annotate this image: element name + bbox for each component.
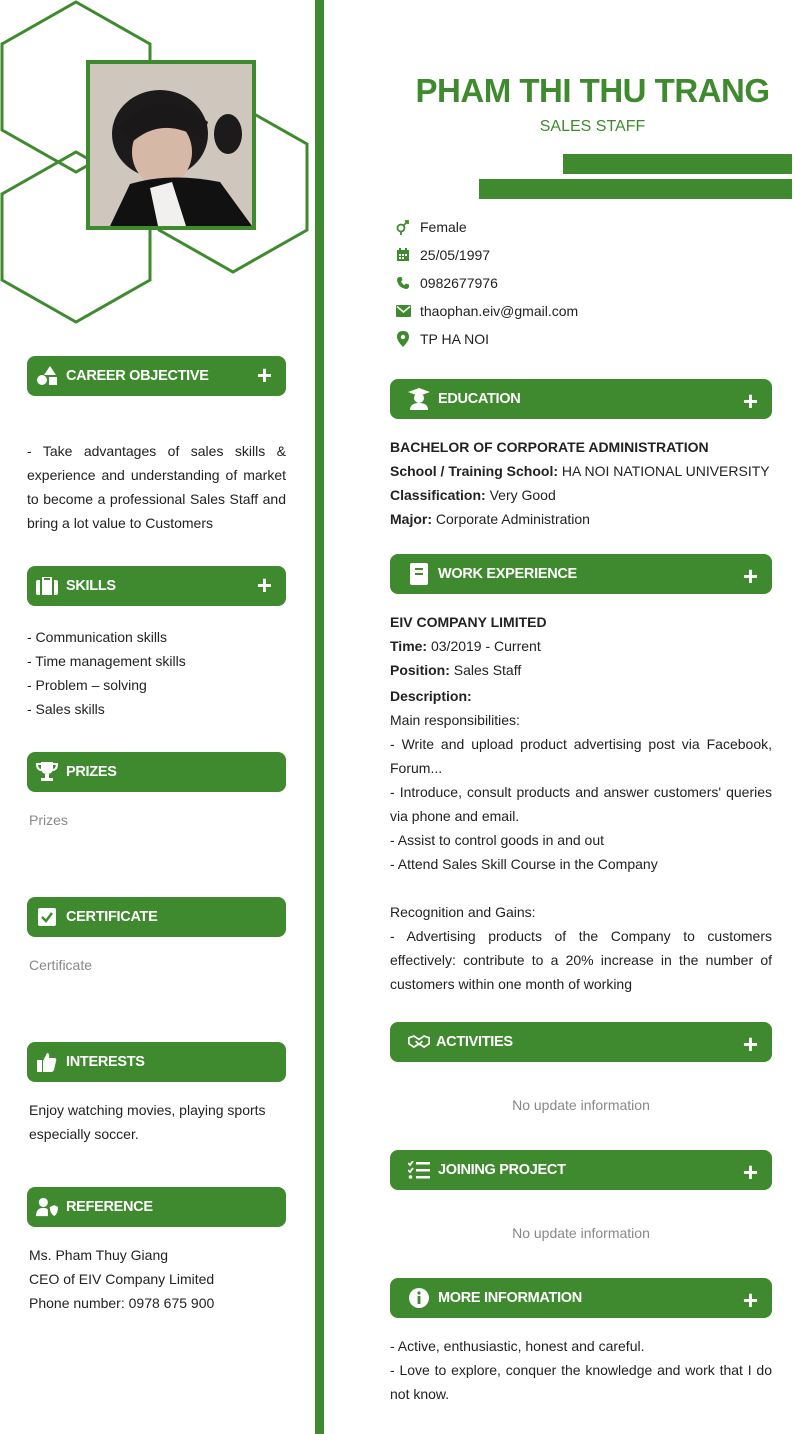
- work-experience-header: [390, 554, 772, 594]
- education-title: EDUCATION: [438, 391, 521, 407]
- list-item: - Communication skills: [27, 629, 168, 645]
- expand-icon[interactable]: +: [742, 1029, 758, 1059]
- expand-icon[interactable]: +: [742, 1157, 758, 1187]
- contact-address: [394, 327, 489, 351]
- phone-icon: [394, 274, 412, 292]
- checkbox-icon: [36, 906, 58, 928]
- certificate-title: CERTIFICATE: [66, 909, 158, 925]
- contact-birthday: [394, 243, 490, 267]
- envelope-icon: [394, 302, 412, 320]
- certificate-header: [27, 897, 286, 937]
- responsibility-item: - Assist to control goods in and out: [390, 832, 605, 848]
- trophy-icon: [36, 761, 58, 783]
- joining-project-title: JOINING PROJECT: [438, 1162, 566, 1178]
- skills-header: [27, 566, 286, 606]
- address-book-icon: [408, 563, 430, 585]
- reference-text: [29, 1243, 286, 1315]
- prizes-text: Prizes: [29, 812, 68, 828]
- handshake-icon: [408, 1031, 430, 1053]
- email-value: thaophan.eiv@gmail.com: [420, 303, 579, 319]
- expand-icon[interactable]: +: [742, 1285, 758, 1315]
- description-label: Description:: [390, 688, 472, 704]
- activities-title: ACTIVITIES: [436, 1034, 513, 1050]
- phone-value: 0982677976: [420, 275, 498, 291]
- candidate-role: SALES STAFF: [539, 118, 646, 135]
- degree-name: BACHELOR OF CORPORATE ADMINISTRATION: [390, 439, 709, 455]
- list-item: - Time management skills: [27, 653, 186, 669]
- gains-item: - Advertising products of the Company to customers effectively: contribute to a 20% increase in the number of customers within one month of working: [390, 928, 772, 992]
- more-information-content: [390, 1334, 772, 1406]
- gender-icon: [394, 218, 412, 236]
- education-content: [390, 435, 772, 531]
- shapes-icon: [36, 365, 58, 387]
- more-information-title: MORE INFORMATION: [438, 1290, 582, 1306]
- contact-phone: [394, 271, 498, 295]
- birthday-value: 25/05/1997: [420, 247, 491, 263]
- more-information-header: [390, 1278, 772, 1318]
- career-objective-text: - Take advantages of sales skills & experience and understanding of market to become a professional Sales Staff and bring a lot value to Customers: [27, 443, 286, 531]
- graduate-icon: [408, 388, 430, 410]
- info-icon: [408, 1287, 430, 1309]
- responsibilities-label: Main responsibilities:: [390, 712, 520, 728]
- map-pin-icon: [394, 330, 412, 348]
- position-row: Position: Sales Staff: [390, 662, 522, 678]
- prizes-title: PRIZES: [66, 764, 117, 780]
- major-row: Major: Corporate Administration: [390, 511, 590, 527]
- responsibility-item: - Attend Sales Skill Course in the Company: [390, 856, 658, 872]
- user-shield-icon: [36, 1196, 58, 1218]
- interests-header: [27, 1042, 286, 1082]
- more-info-item: - Love to explore, conquer the knowledge and work that I do not know.: [390, 1362, 772, 1402]
- interests-line: Enjoy watching movies, playing sports: [29, 1102, 266, 1118]
- reference-line: Ms. Pham Thuy Giang: [29, 1247, 169, 1263]
- expand-icon[interactable]: +: [256, 360, 272, 390]
- address-value: TP HA NOI: [420, 331, 489, 347]
- contact-email: [394, 299, 578, 323]
- list-item: - Sales skills: [27, 701, 105, 717]
- list-item: - Problem – solving: [27, 677, 147, 693]
- classification-row: Classification: Very Good: [390, 487, 556, 503]
- candidate-name: PHAM THI THU TRANG: [415, 72, 770, 109]
- company-name: EIV COMPANY LIMITED: [390, 614, 547, 630]
- briefcase-icon: [36, 575, 58, 597]
- reference-line: Phone number: 0978 675 900: [29, 1295, 215, 1311]
- career-objective-title: CAREER OBJECTIVE: [66, 368, 209, 384]
- spacer: [390, 876, 772, 900]
- calendar-icon: [394, 246, 412, 264]
- thumbs-up-icon: [36, 1051, 58, 1073]
- gender-value: Female: [420, 219, 467, 235]
- expand-icon[interactable]: +: [742, 386, 758, 416]
- joining-project-text: No update information: [512, 1225, 650, 1241]
- reference-line: CEO of EIV Company Limited: [29, 1271, 215, 1287]
- skills-list: [27, 625, 286, 721]
- certificate-text: Certificate: [29, 957, 93, 973]
- reference-header: [27, 1187, 286, 1227]
- activities-header: [390, 1022, 772, 1062]
- reference-title: REFERENCE: [66, 1199, 153, 1215]
- column-divider: [315, 0, 324, 1434]
- interests-text: [29, 1098, 286, 1146]
- activities-text: No update information: [512, 1097, 650, 1113]
- work-experience-title: WORK EXPERIENCE: [438, 566, 577, 582]
- header-stripe: [563, 154, 792, 174]
- responsibility-item: - Write and upload product advertising post via Facebook, Forum...: [390, 736, 772, 776]
- task-list-icon: [408, 1159, 430, 1181]
- more-info-item: - Active, enthusiastic, honest and careful.: [390, 1338, 645, 1354]
- profile-photo: [86, 60, 256, 230]
- time-row: Time: 03/2019 - Current: [390, 638, 541, 654]
- expand-icon[interactable]: +: [742, 561, 758, 591]
- career-objective-header: [27, 356, 286, 396]
- education-header: [390, 379, 772, 419]
- interests-title: INTERESTS: [66, 1054, 145, 1070]
- prizes-header: [27, 752, 286, 792]
- header-stripe: [479, 179, 792, 199]
- skills-title: SKILLS: [66, 578, 116, 594]
- school-row: School / Training School: HA NOI NATIONAL UNIVERSITY: [390, 463, 770, 479]
- interests-line: especially soccer.: [29, 1126, 139, 1142]
- gains-label: Recognition and Gains:: [390, 904, 536, 920]
- work-experience-content: [390, 610, 772, 996]
- joining-project-header: [390, 1150, 772, 1190]
- responsibility-item: - Introduce, consult products and answer customers' queries via phone and email.: [390, 784, 772, 824]
- contact-gender: [394, 215, 467, 239]
- expand-icon[interactable]: +: [256, 570, 272, 600]
